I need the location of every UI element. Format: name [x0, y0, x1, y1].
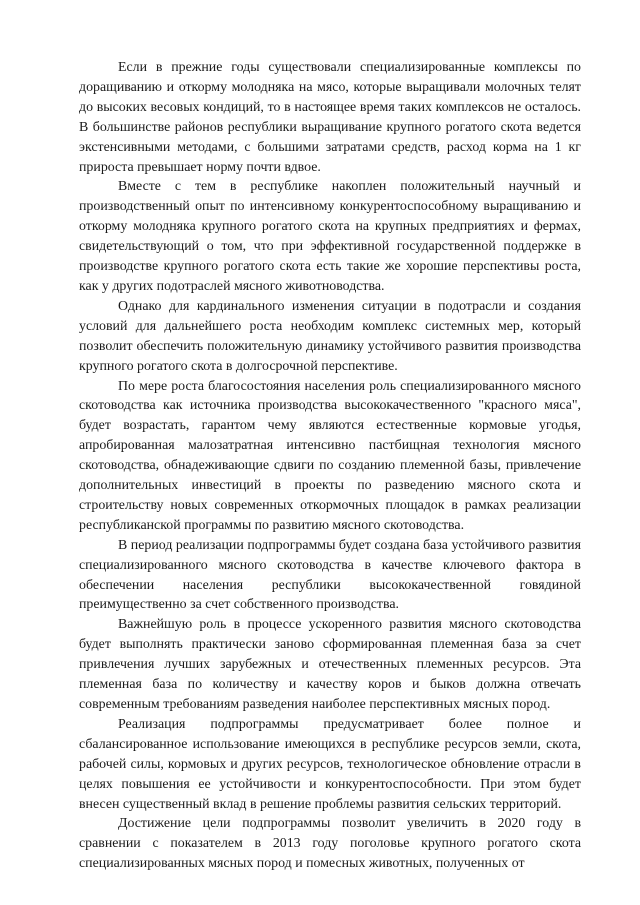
paragraph-5: В период реализации подпрограммы будет создана база устойчивого развития специализированного мясного скотоводства в качестве ключевого фактора в обеспечении населения республики высококачественной говядиной преимущественно за счет собственного производства. — [79, 537, 581, 613]
paragraph-6: Важнейшую роль в процессе ускоренного развития мясного скотоводства будет выполнять практически заново сформированная племенная база за счет привлечения лучших зарубежных и отечественных племенных ресурсов. Эта племенная база по количеству и качеству коров и быков должна отвечать современным требованиям разведения наиболее перспективных мясных пород. — [79, 617, 581, 712]
paragraph-4: По мере роста благосостояния населения роль специализированного мясного скотоводства как источника производства высококачественного "красного мяса", будет возрастать, гарантом чему являются естественные кормовые угодья, апробированная малозатратная интенсивно пастбищная технология мясного скотоводства, обнадеживающие сдвиги по созданию племенной базы, привлечение дополнительных инвестиций в проекты по разведению мясного скота и строительству новых современных откормочных площадок в рамках реализации республиканской программы по развитию мясного скотоводства. — [79, 378, 581, 533]
paragraph-7: Реализация подпрограммы предусматривает более полное и сбалансированное использование имеющихся в республике ресурсов земли, скота, рабочей силы, кормовых и других ресурсов, технологическое обновление отрасли в целях повышения ее устойчивости и конкурентоспособности. При этом будет внесен существенный вклад в решение проблемы развития сельских территорий. — [79, 716, 581, 812]
paragraph-2: Вместе с тем в республике накоплен положительный научный и производственный опыт по интенсивному конкурентоспособному выращиванию и откорму молодняка крупного рогатого скота на крупных предприятиях и фермах, свидетельствующий о том, что при эффективной государственной поддержке в производстве крупного рогатого скота есть такие же хорошие перспективы роста, как у других подотраслей мясного животноводства. — [79, 179, 581, 294]
paragraph-8: Достижение цели подпрограммы позволит увеличить в 2020 году в сравнении с показателем в 2013 году поголовье крупного рогатого скота специализированных мясных пород и помесных животных, полученных от — [79, 816, 581, 872]
paragraph-1: Если в прежние годы существовали специализированные комплексы по доращиванию и откорму молодняка на мясо, которые выращивали молочных телят до высоких весовых кондиций, то в настоящее время таких комплексов не осталось. В большинстве районов республики выращивание крупного рогатого скота ведется экстенсивными методами, с большими затратами средств, расход корма на 1 кг прироста превышает норму почти вдвое. — [79, 60, 581, 175]
paragraph-3: Однако для кардинального изменения ситуации в подотрасли и создания условий для дальнейшего роста необходим комплекс системных мер, который позволит обеспечить положительную динамику устойчивого развития производства крупного рогатого скота в долгосрочной перспективе. — [79, 298, 581, 374]
document-page — [79, 58, 581, 874]
